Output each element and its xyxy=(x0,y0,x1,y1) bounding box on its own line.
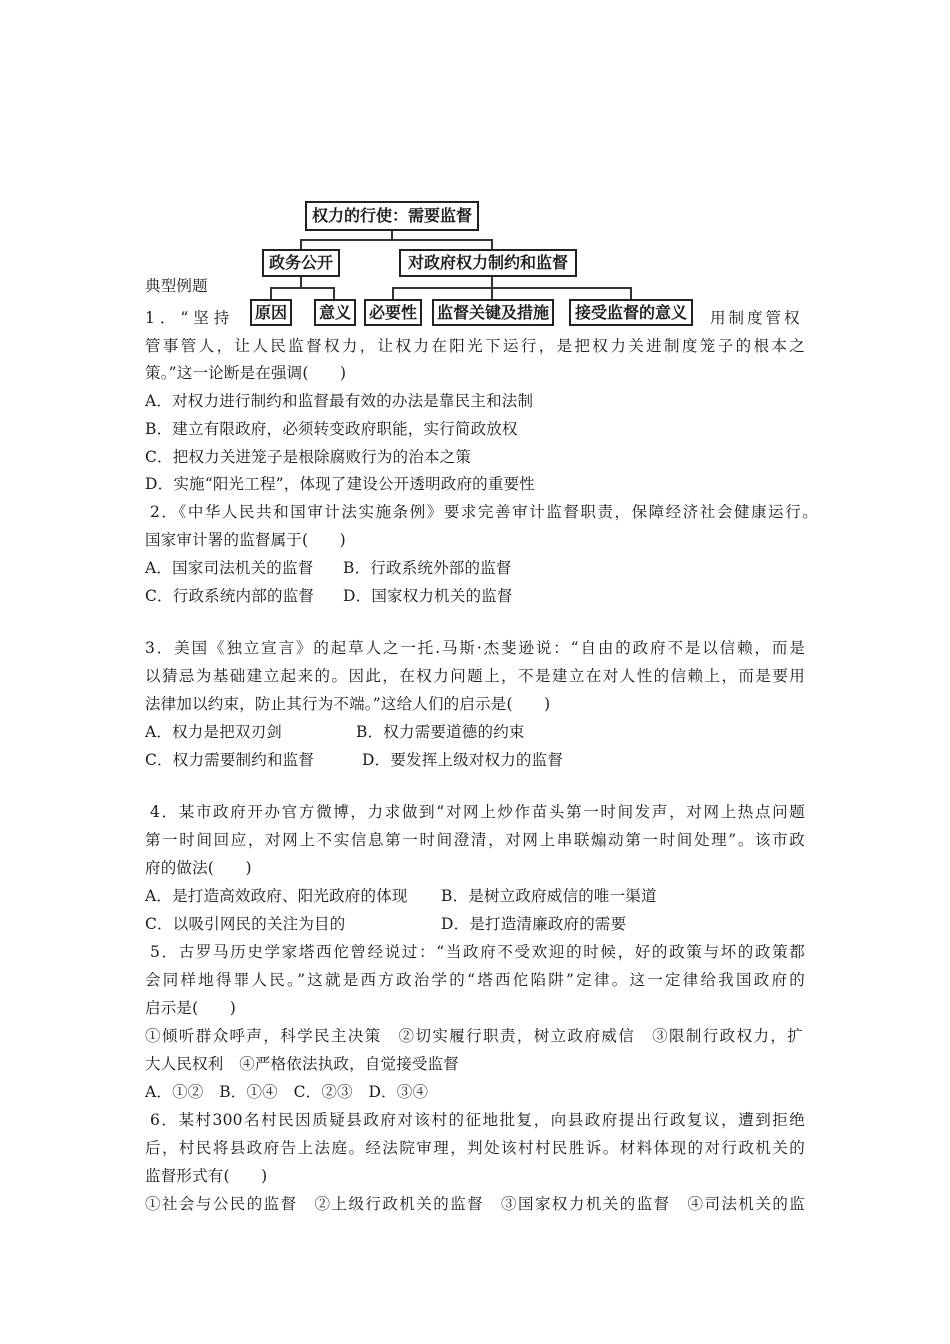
q4-option: D．是打造清廉政府的需要 xyxy=(441,915,627,933)
q3-option: A．权力是把双刃剑 xyxy=(145,723,282,741)
q6-line: 监督形式有( ) xyxy=(145,1167,268,1185)
q4-option: B．是树立政府威信的唯一渠道 xyxy=(441,887,657,905)
q4-option: C．以吸引网民的关注为目的 xyxy=(145,915,346,933)
q2-option: D．国家权力机关的监督 xyxy=(343,587,513,605)
diagram-connector xyxy=(270,287,335,289)
section-title: 典型例题 xyxy=(145,277,208,295)
q3-line: 法律加以约束，防止其行为不端。”这给人们的启示是( ) xyxy=(145,695,551,713)
q1-line: 用制度管权 xyxy=(710,309,803,327)
diagram-node-significance: 意义 xyxy=(314,299,356,326)
diagram-connector xyxy=(300,239,493,241)
diagram-node-gov-affairs-open: 政务公开 xyxy=(262,249,340,277)
q2-option: C．行政系统内部的监督 xyxy=(145,587,315,605)
q5-line: ①倾听群众呼声，科学民主决策 ②切实履行职责，树立政府威信 ③限制行政权力，扩 xyxy=(145,1027,803,1045)
q2-option: A．国家司法机关的监督 xyxy=(145,559,314,577)
q5-line: 会同样地得罪人民。”这就是西方政治学的“塔西佗陷阱”定律。这一定律给我国政府的 xyxy=(145,971,805,989)
q5-options: A．①② B．①④ C．②③ D．③④ xyxy=(145,1083,429,1101)
q1-option: A．对权力进行制约和监督最有效的办法是靠民主和法制 xyxy=(145,392,534,410)
q1-line: 策。”这一论断是在强调( ) xyxy=(145,364,347,382)
diagram-root-box: 权力的行使：需要监督 xyxy=(305,201,479,231)
q1-option: D．实施“阳光工程”，体现了建设公开透明政府的重要性 xyxy=(145,475,535,493)
q6-line: 6．某村300名村民因质疑县政府对该村的征地批复，向县政府提出行政复议，遭到拒绝 xyxy=(150,1111,805,1129)
q3-option: C．权力需要制约和监督 xyxy=(145,751,315,769)
q3-line: 3．美国《独立宣言》的起草人之一托.马斯·杰斐逊说：“自由的政府不是以信赖，而是 xyxy=(145,639,805,657)
q2-line: 国家审计署的监督属于( ) xyxy=(145,531,346,549)
diagram-connector xyxy=(392,287,632,289)
q1-option: B．建立有限政府，必须转变政府职能，实行简政放权 xyxy=(145,420,518,438)
diagram-node-key-measures: 监督关键及措施 xyxy=(432,299,554,326)
q6-line: 后，村民将县政府告上法庭。经法院审理，判处该村村民胜诉。材料体现的对行政机关的 xyxy=(145,1139,805,1157)
q5-line: 大人民权利 ④严格依法执政，自觉接受监督 xyxy=(145,1055,460,1073)
q5-line: 5．古罗马历史学家塔西佗曾经说过：“当政府不受欢迎的时候，好的政策与坏的政策都 xyxy=(150,943,805,961)
diagram-node-accept-supervision: 接受监督的意义 xyxy=(569,299,693,326)
q2-line: 2．《中华人民共和国审计法实施条例》要求完善审计监督职责，保障经济社会健康运行。 xyxy=(150,503,818,521)
q4-line: 第一时间回应，对网上不实信息第一时间澄清，对网上串联煽动第一时间处理”。该市政 xyxy=(145,831,805,849)
q3-line: 以猜忌为基础建立起来的。因此，在权力问题上，不是建立在对人性的信赖上，而是要用 xyxy=(145,667,805,685)
q4-line: 4．某市政府开办官方微博，力求做到“对网上炒作苗头第一时间发声，对网上热点问题 xyxy=(150,803,805,821)
q5-line: 启示是( ) xyxy=(145,999,236,1017)
q4-option: A．是打造高效政府、阳光政府的体现 xyxy=(145,887,408,905)
q4-line: 府的做法( ) xyxy=(145,859,252,877)
diagram-node-necessity: 必要性 xyxy=(364,299,422,326)
q1-option: C．把权力关进笼子是根除腐败行为的治本之策 xyxy=(145,448,472,466)
q3-option: B．权力需要道德的约束 xyxy=(356,723,525,741)
diagram-node-reason: 原因 xyxy=(250,299,292,326)
q1-line: 1．“坚持 xyxy=(145,309,235,327)
q3-option: D．要发挥上级对权力的监督 xyxy=(362,751,564,769)
q6-line: ①社会与公民的监督 ②上级行政机关的监督 ③国家权力机关的监督 ④司法机关的监 xyxy=(145,1195,805,1213)
diagram-node-power-restriction: 对政府权力制约和监督 xyxy=(399,249,577,277)
q1-line: 管事管人，让人民监督权力，让权力在阳光下运行，是把权力关进制度笼子的根本之 xyxy=(145,337,805,355)
q2-option: B．行政系统外部的监督 xyxy=(343,559,512,577)
